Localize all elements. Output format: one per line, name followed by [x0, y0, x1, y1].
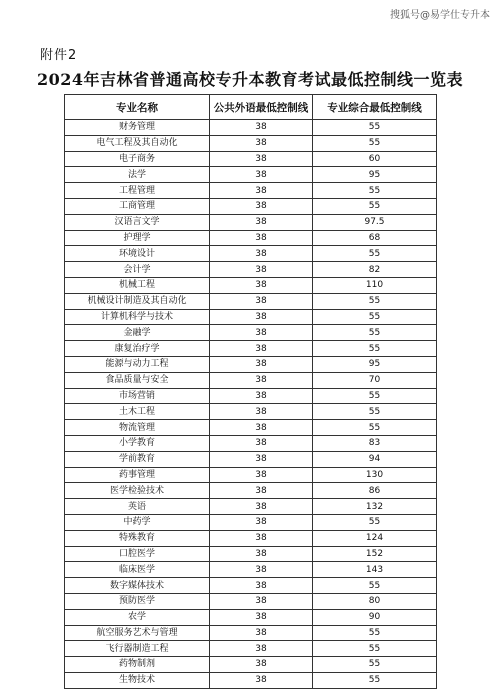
- table-row: [65, 578, 437, 594]
- major-comprehensive-min-cell: 70: [313, 372, 437, 388]
- major-name-cell: 医学检验技术: [65, 483, 210, 499]
- score-table: [64, 94, 437, 689]
- table-row: [65, 151, 437, 167]
- foreign-language-min-cell: 38: [210, 672, 313, 688]
- major-comprehensive-min-cell: 55: [313, 641, 437, 657]
- major-comprehensive-min-cell: 55: [313, 246, 437, 262]
- foreign-language-min-cell: 38: [210, 356, 313, 372]
- major-name-cell: 计算机科学与技术: [65, 309, 210, 325]
- foreign-language-min-cell: 38: [210, 451, 313, 467]
- table-row: [65, 625, 437, 641]
- major-name-cell: 特殊教育: [65, 530, 210, 546]
- foreign-language-min-cell: 38: [210, 641, 313, 657]
- major-name-cell: 会计学: [65, 262, 210, 278]
- foreign-language-min-cell: 38: [210, 309, 313, 325]
- table-row: [65, 277, 437, 293]
- major-name-cell: 学前教育: [65, 451, 210, 467]
- table-row: [65, 135, 437, 151]
- document-title: 2024年吉林省普通高校专升本教育考试最低控制线一览表: [36, 70, 464, 89]
- table-row: [65, 325, 437, 341]
- table-row: [65, 546, 437, 562]
- watermark-text: 搜狐号@易学仕专升本: [390, 10, 490, 21]
- major-comprehensive-min-cell: 55: [313, 388, 437, 404]
- major-name-cell: 生物技术: [65, 672, 210, 688]
- table-row: [65, 483, 437, 499]
- major-comprehensive-min-cell: 60: [313, 151, 437, 167]
- major-comprehensive-min-cell: 55: [313, 198, 437, 214]
- header-major-name: 专业名称: [65, 95, 210, 120]
- major-name-cell: 财务管理: [65, 120, 210, 136]
- foreign-language-min-cell: 38: [210, 151, 313, 167]
- table-row: [65, 657, 437, 673]
- table-body: [65, 120, 437, 689]
- major-name-cell: 电子商务: [65, 151, 210, 167]
- foreign-language-min-cell: 38: [210, 530, 313, 546]
- table-row: [65, 198, 437, 214]
- foreign-language-min-cell: 38: [210, 293, 313, 309]
- major-comprehensive-min-cell: 55: [313, 293, 437, 309]
- major-comprehensive-min-cell: 95: [313, 167, 437, 183]
- major-comprehensive-min-cell: 143: [313, 562, 437, 578]
- foreign-language-min-cell: 38: [210, 546, 313, 562]
- major-comprehensive-min-cell: 94: [313, 451, 437, 467]
- table-header-row: [65, 95, 437, 120]
- foreign-language-min-cell: 38: [210, 625, 313, 641]
- major-comprehensive-min-cell: 80: [313, 593, 437, 609]
- header-foreign-language-min: 公共外语最低控制线: [210, 95, 313, 120]
- table-row: [65, 467, 437, 483]
- major-comprehensive-min-cell: 55: [313, 625, 437, 641]
- major-name-cell: 食品质量与安全: [65, 372, 210, 388]
- header-major-comprehensive-min: 专业综合最低控制线: [313, 95, 437, 120]
- major-comprehensive-min-cell: 152: [313, 546, 437, 562]
- major-comprehensive-min-cell: 55: [313, 183, 437, 199]
- foreign-language-min-cell: 38: [210, 593, 313, 609]
- table-row: [65, 293, 437, 309]
- major-name-cell: 中药学: [65, 514, 210, 530]
- table-row: [65, 641, 437, 657]
- major-name-cell: 航空服务艺术与管理: [65, 625, 210, 641]
- major-comprehensive-min-cell: 97.5: [313, 214, 437, 230]
- foreign-language-min-cell: 38: [210, 372, 313, 388]
- major-comprehensive-min-cell: 68: [313, 230, 437, 246]
- major-comprehensive-min-cell: 55: [313, 578, 437, 594]
- major-name-cell: 工商管理: [65, 198, 210, 214]
- table-row: [65, 246, 437, 262]
- table-row: [65, 404, 437, 420]
- table-row: [65, 514, 437, 530]
- major-comprehensive-min-cell: 55: [313, 325, 437, 341]
- major-comprehensive-min-cell: 55: [313, 309, 437, 325]
- major-name-cell: 药物制剂: [65, 657, 210, 673]
- table-row: [65, 388, 437, 404]
- major-comprehensive-min-cell: 90: [313, 609, 437, 625]
- foreign-language-min-cell: 38: [210, 657, 313, 673]
- table-row: [65, 672, 437, 688]
- major-name-cell: 药事管理: [65, 467, 210, 483]
- major-comprehensive-min-cell: 95: [313, 356, 437, 372]
- foreign-language-min-cell: 38: [210, 135, 313, 151]
- foreign-language-min-cell: 38: [210, 230, 313, 246]
- major-name-cell: 口腔医学: [65, 546, 210, 562]
- foreign-language-min-cell: 38: [210, 262, 313, 278]
- major-name-cell: 小学教育: [65, 435, 210, 451]
- foreign-language-min-cell: 38: [210, 514, 313, 530]
- major-name-cell: 工程管理: [65, 183, 210, 199]
- foreign-language-min-cell: 38: [210, 167, 313, 183]
- foreign-language-min-cell: 38: [210, 120, 313, 136]
- major-comprehensive-min-cell: 55: [313, 672, 437, 688]
- major-name-cell: 数字媒体技术: [65, 578, 210, 594]
- foreign-language-min-cell: 38: [210, 467, 313, 483]
- major-name-cell: 机械设计制造及其自动化: [65, 293, 210, 309]
- major-comprehensive-min-cell: 55: [313, 120, 437, 136]
- table-row: [65, 609, 437, 625]
- major-name-cell: 汉语言文学: [65, 214, 210, 230]
- major-name-cell: 土木工程: [65, 404, 210, 420]
- foreign-language-min-cell: 38: [210, 325, 313, 341]
- table-row: [65, 372, 437, 388]
- table-row: [65, 309, 437, 325]
- table-row: [65, 120, 437, 136]
- major-name-cell: 金融学: [65, 325, 210, 341]
- foreign-language-min-cell: 38: [210, 198, 313, 214]
- table-row: [65, 530, 437, 546]
- table-row: [65, 356, 437, 372]
- major-name-cell: 能源与动力工程: [65, 356, 210, 372]
- table-row: [65, 167, 437, 183]
- major-name-cell: 环境设计: [65, 246, 210, 262]
- table-row: [65, 593, 437, 609]
- major-name-cell: 预防医学: [65, 593, 210, 609]
- major-name-cell: 康复治疗学: [65, 341, 210, 357]
- major-name-cell: 临床医学: [65, 562, 210, 578]
- major-comprehensive-min-cell: 55: [313, 341, 437, 357]
- foreign-language-min-cell: 38: [210, 609, 313, 625]
- table-row: [65, 183, 437, 199]
- major-name-cell: 物流管理: [65, 420, 210, 436]
- table-row: [65, 341, 437, 357]
- attachment-label: 附件2: [40, 48, 78, 63]
- major-comprehensive-min-cell: 55: [313, 135, 437, 151]
- table-row: [65, 420, 437, 436]
- foreign-language-min-cell: 38: [210, 277, 313, 293]
- foreign-language-min-cell: 38: [210, 214, 313, 230]
- major-comprehensive-min-cell: 55: [313, 657, 437, 673]
- foreign-language-min-cell: 38: [210, 183, 313, 199]
- major-name-cell: 法学: [65, 167, 210, 183]
- foreign-language-min-cell: 38: [210, 246, 313, 262]
- major-name-cell: 飞行器制造工程: [65, 641, 210, 657]
- major-name-cell: 机械工程: [65, 277, 210, 293]
- major-comprehensive-min-cell: 55: [313, 404, 437, 420]
- major-name-cell: 护理学: [65, 230, 210, 246]
- foreign-language-min-cell: 38: [210, 499, 313, 515]
- major-name-cell: 市场营销: [65, 388, 210, 404]
- foreign-language-min-cell: 38: [210, 578, 313, 594]
- foreign-language-min-cell: 38: [210, 341, 313, 357]
- major-name-cell: 英语: [65, 499, 210, 515]
- foreign-language-min-cell: 38: [210, 404, 313, 420]
- table-row: [65, 230, 437, 246]
- table-row: [65, 562, 437, 578]
- foreign-language-min-cell: 38: [210, 435, 313, 451]
- table-row: [65, 451, 437, 467]
- table-row: [65, 499, 437, 515]
- table-row: [65, 214, 437, 230]
- table-row: [65, 435, 437, 451]
- major-comprehensive-min-cell: 110: [313, 277, 437, 293]
- foreign-language-min-cell: 38: [210, 483, 313, 499]
- major-comprehensive-min-cell: 86: [313, 483, 437, 499]
- major-comprehensive-min-cell: 55: [313, 514, 437, 530]
- major-comprehensive-min-cell: 82: [313, 262, 437, 278]
- foreign-language-min-cell: 38: [210, 562, 313, 578]
- major-comprehensive-min-cell: 83: [313, 435, 437, 451]
- major-name-cell: 电气工程及其自动化: [65, 135, 210, 151]
- table-row: [65, 262, 437, 278]
- major-comprehensive-min-cell: 132: [313, 499, 437, 515]
- foreign-language-min-cell: 38: [210, 388, 313, 404]
- major-comprehensive-min-cell: 124: [313, 530, 437, 546]
- foreign-language-min-cell: 38: [210, 420, 313, 436]
- major-comprehensive-min-cell: 55: [313, 420, 437, 436]
- major-name-cell: 农学: [65, 609, 210, 625]
- major-comprehensive-min-cell: 130: [313, 467, 437, 483]
